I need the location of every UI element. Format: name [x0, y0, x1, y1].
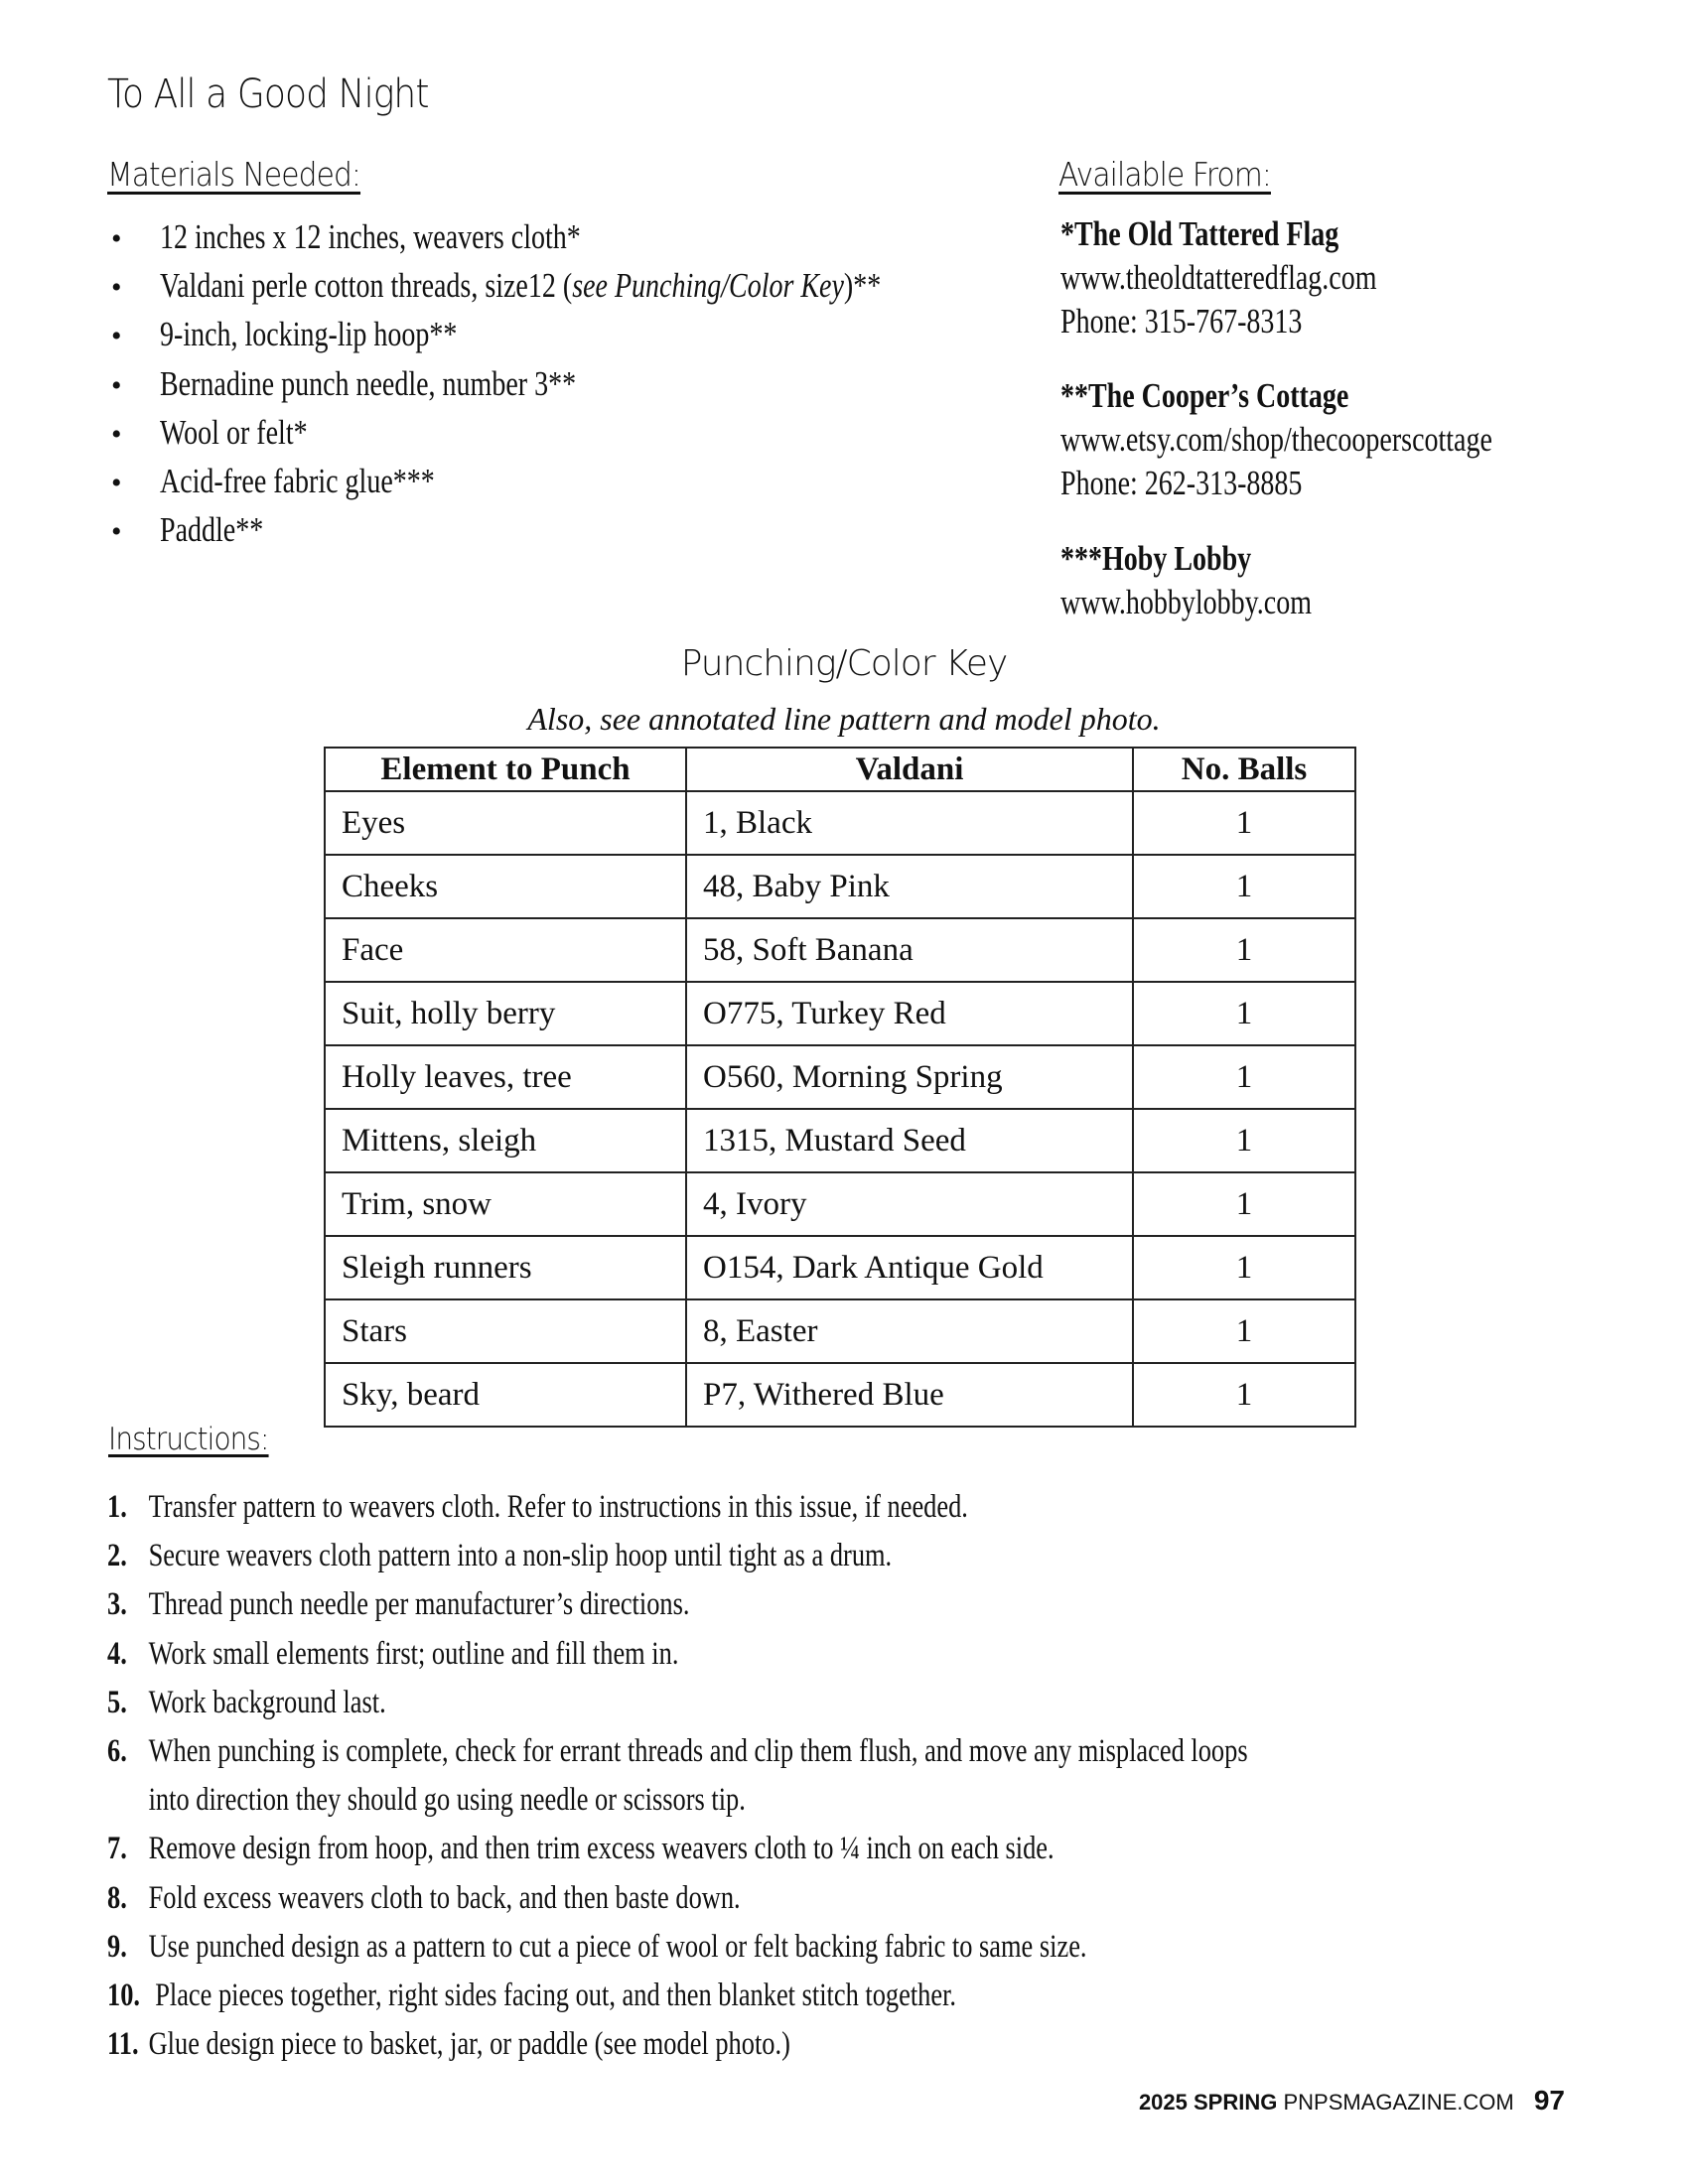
column-header: Element to Punch: [325, 748, 686, 791]
step-text: Glue design piece to basket, jar, or paddle (see model photo.): [148, 2026, 790, 2063]
step-text: Secure weavers cloth pattern into a non-slip hoop until tight as a drum.: [148, 1538, 893, 1574]
source-3: [1060, 537, 1374, 624]
instruction-step: [107, 1483, 1533, 1532]
instruction-step: [107, 1580, 1533, 1629]
source-url: www.etsy.com/shop/thecooperscottage: [1060, 420, 1492, 459]
source-name: *The Old Tattered Flag: [1060, 214, 1339, 253]
cell-element: Eyes: [325, 791, 686, 855]
material-text: Acid-free fabric glue***: [160, 461, 435, 500]
step-text: Remove design from hoop, and then trim excess weavers cloth to ¼ inch on each side.: [148, 1831, 1055, 1867]
table-row: [325, 791, 1355, 855]
bullet-icon: •: [111, 515, 122, 549]
table-row: [325, 855, 1355, 918]
cell-element: Stars: [325, 1299, 686, 1363]
materials-list: [111, 214, 1061, 556]
cell-balls: 1: [1133, 1236, 1355, 1299]
step-number: 2.: [107, 1538, 127, 1574]
cell-valdani: O154, Dark Antique Gold: [686, 1236, 1133, 1299]
instruction-step: [107, 1679, 1533, 1727]
materials-heading: Materials Needed:: [107, 155, 361, 194]
instruction-step: [107, 1972, 1533, 2020]
table-row: [325, 1109, 1355, 1172]
step-text: Transfer pattern to weavers cloth. Refer to instructions in this issue, if needed.: [148, 1489, 968, 1525]
cell-element: Cheeks: [325, 855, 686, 918]
material-item: [111, 459, 1061, 507]
footer-issue: 2025 SPRING: [1138, 2090, 1278, 2115]
cell-balls: 1: [1133, 1045, 1355, 1109]
instruction-step: [107, 1825, 1533, 1873]
instruction-step: [107, 1532, 1533, 1580]
step-number: 8.: [107, 1879, 127, 1916]
step-number: 6.: [107, 1733, 127, 1770]
bullet-icon: •: [111, 320, 122, 353]
source-1: [1060, 212, 1456, 343]
instructions-list: [107, 1483, 1533, 2069]
table-row: [325, 1363, 1355, 1427]
step-text: Place pieces together, right sides facing out, and then blanket stitch together.: [148, 1978, 957, 2014]
cell-valdani: O775, Turkey Red: [686, 982, 1133, 1045]
step-number: 5.: [107, 1684, 127, 1720]
cell-balls: 1: [1133, 1109, 1355, 1172]
table-row: [325, 1299, 1355, 1363]
cell-element: Holly leaves, tree: [325, 1045, 686, 1109]
cell-element: Face: [325, 918, 686, 982]
step-text: Work small elements first; outline and fill them in.: [148, 1635, 679, 1672]
bullet-icon: •: [111, 417, 122, 451]
cell-valdani: 48, Baby Pink: [686, 855, 1133, 918]
step-text: Thread punch needle per manufacturer’s directions.: [148, 1586, 690, 1623]
cell-element: Sleigh runners: [325, 1236, 686, 1299]
page-title: To All a Good Night: [107, 71, 429, 117]
color-key-heading: Punching/Color Key: [680, 643, 1008, 684]
step-number: 1.: [107, 1489, 127, 1525]
table-row: [325, 918, 1355, 982]
instruction-step: [107, 1923, 1533, 1972]
material-text: Bernadine punch needle, number 3**: [160, 363, 577, 403]
cell-element: Sky, beard: [325, 1363, 686, 1427]
material-text: 9-inch, locking-lip hoop**: [160, 315, 458, 354]
material-text: 12 inches x 12 inches, weavers cloth*: [160, 217, 581, 256]
material-item: [111, 312, 1061, 360]
material-text: Wool or felt*: [160, 412, 308, 452]
table-row: [325, 1236, 1355, 1299]
cell-valdani: P7, Withered Blue: [686, 1363, 1133, 1427]
color-key-subtitle: Also, see annotated line pattern and model photo.: [527, 701, 1161, 737]
source-2: [1060, 374, 1601, 505]
step-text: Fold excess weavers cloth to back, and then baste down.: [148, 1879, 741, 1916]
color-key-table: [324, 747, 1356, 1428]
bullet-icon: •: [111, 222, 122, 255]
material-item: [111, 361, 1061, 410]
cell-balls: 1: [1133, 982, 1355, 1045]
cell-valdani: 1315, Mustard Seed: [686, 1109, 1133, 1172]
cell-balls: 1: [1133, 1172, 1355, 1236]
instruction-step: [107, 1727, 1533, 1825]
step-text: Work background last.: [148, 1684, 386, 1720]
instruction-step: [107, 1630, 1533, 1679]
table-row: [325, 1045, 1355, 1109]
step-number: 9.: [107, 1928, 127, 1965]
table-row: [325, 982, 1355, 1045]
material-text: Valdani perle cotton threads, size12 (: [160, 266, 573, 306]
column-header: No. Balls: [1133, 748, 1355, 791]
step-number: 3.: [107, 1586, 127, 1623]
material-item: [111, 507, 1061, 556]
cell-valdani: 8, Easter: [686, 1299, 1133, 1363]
source-phone: Phone: 315-767-8313: [1060, 302, 1303, 341]
step-number: 4.: [107, 1635, 127, 1672]
cell-balls: 1: [1133, 855, 1355, 918]
cell-element: Trim, snow: [325, 1172, 686, 1236]
cell-valdani: 58, Soft Banana: [686, 918, 1133, 982]
cell-balls: 1: [1133, 1363, 1355, 1427]
column-header: Valdani: [686, 748, 1133, 791]
available-heading: Available From:: [1058, 155, 1271, 194]
material-item: [111, 263, 1061, 312]
cell-balls: 1: [1133, 791, 1355, 855]
material-note: see Punching/Color Key: [572, 266, 844, 306]
table-header-row: [325, 748, 1355, 791]
cell-valdani: O560, Morning Spring: [686, 1045, 1133, 1109]
footer-site: PNPSMAGAZINE.COM: [1283, 2090, 1514, 2115]
material-item: [111, 214, 1061, 263]
cell-balls: 1: [1133, 1299, 1355, 1363]
cell-valdani: 1, Black: [686, 791, 1133, 855]
step-text: When punching is complete, check for errant threads and clip them flush, and move any misplaced loops: [148, 1733, 1248, 1770]
bullet-icon: •: [111, 368, 122, 402]
step-number: 7.: [107, 1831, 127, 1867]
material-item: [111, 410, 1061, 459]
page-footer: [1139, 2085, 1565, 2116]
cell-balls: 1: [1133, 918, 1355, 982]
step-text: Use punched design as a pattern to cut a piece of wool or felt backing fabric to same size.: [148, 1928, 1087, 1965]
source-name: **The Cooper’s Cottage: [1060, 376, 1349, 415]
source-phone: Phone: 262-313-8885: [1060, 464, 1303, 502]
step-number: 11.: [107, 2026, 139, 2063]
cell-valdani: 4, Ivory: [686, 1172, 1133, 1236]
source-url: www.hobbylobby.com: [1060, 583, 1313, 621]
page-number: 97: [1533, 2085, 1565, 2116]
instructions-heading: Instructions:: [108, 1422, 269, 1457]
material-suffix: )**: [843, 266, 882, 306]
instruction-step: [107, 2020, 1533, 2069]
source-name: ***Hoby Lobby: [1060, 539, 1252, 578]
step-number: 10.: [107, 1978, 140, 2014]
source-url: www.theoldtatteredflag.com: [1060, 258, 1377, 297]
cell-element: Mittens, sleigh: [325, 1109, 686, 1172]
instruction-step: [107, 1874, 1533, 1923]
bullet-icon: •: [111, 271, 122, 305]
step-text-continued: into direction they should go using needle or scissors tip.: [148, 1782, 746, 1819]
bullet-icon: •: [111, 466, 122, 499]
cell-element: Suit, holly berry: [325, 982, 686, 1045]
material-text: Paddle**: [160, 510, 264, 550]
table-row: [325, 1172, 1355, 1236]
